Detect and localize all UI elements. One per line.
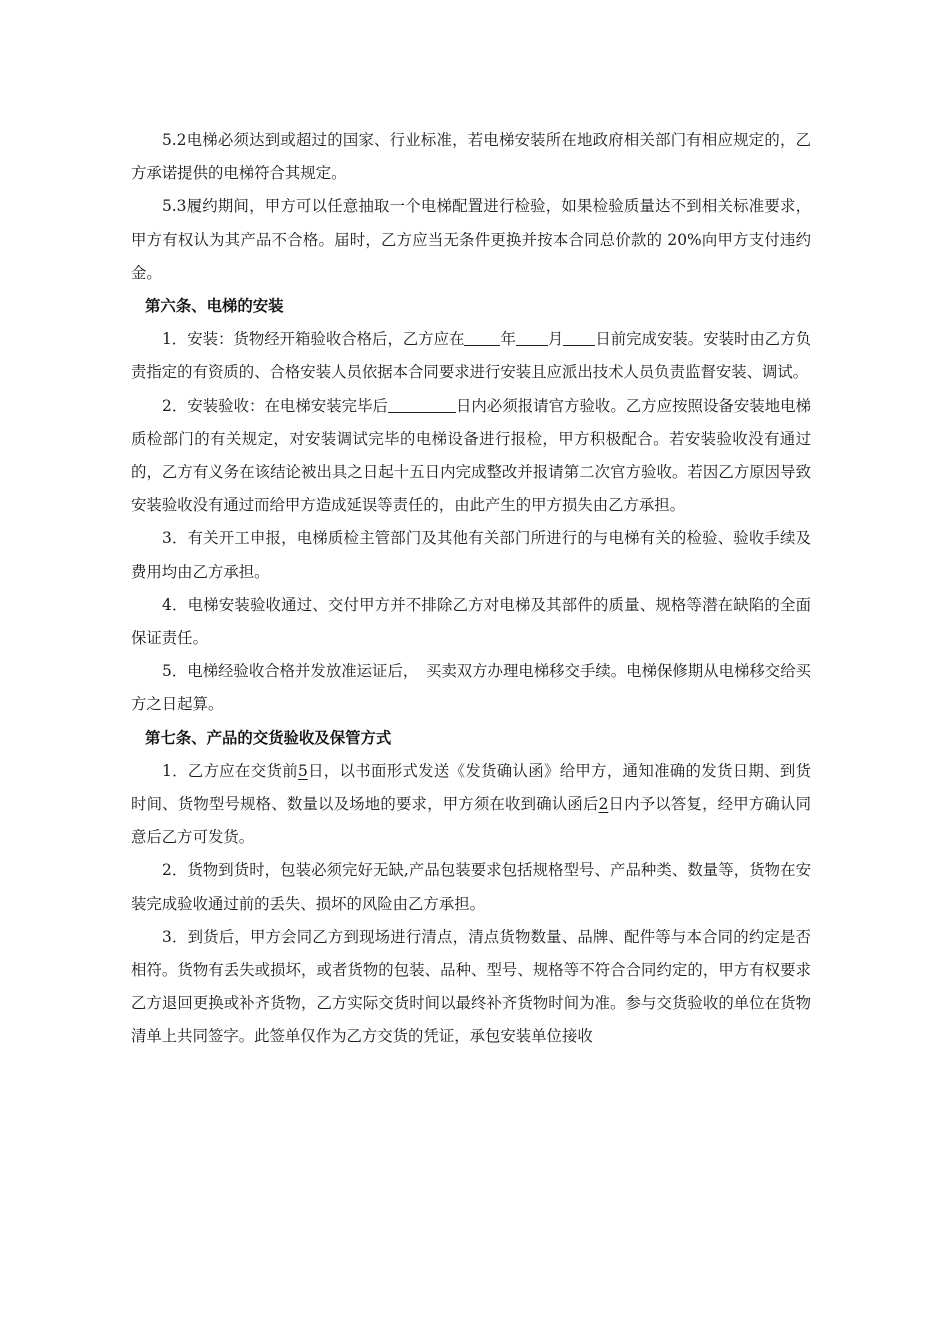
clause-6-1-year-label: 年 xyxy=(500,330,516,349)
days-blank[interactable] xyxy=(388,396,456,413)
clause-6-2-text-b: 日内必须报请官方验收。乙方应按照设备安装地电梯质检部门的有关规定，对安装调试完毕的电梯设备进行报检，甲方积极配合。若安装验收没有通过的，乙方有义务在该结论被出具之日起十五日内完成整改并报请第二次官方验收。若因乙方原因导致安装验收没有通过而给甲方造成延误等责任的，由此产生的甲方损失由乙方承担。 xyxy=(131,396,811,515)
clause-6-2 xyxy=(131,390,811,523)
clause-6-2-text-a: 2．安装验收：在电梯安装完毕后 xyxy=(162,396,388,415)
year-blank[interactable] xyxy=(464,329,500,346)
clause-6-3: 3．有关开工申报，电梯质检主管部门及其他有关部门所进行的与电梯有关的检验、验收手续及费用均由乙方承担。 xyxy=(131,529,811,581)
article-6-heading: 第六条、电梯的安装 xyxy=(145,297,284,316)
clause-6-5: 5．电梯经验收合格并发放准运证后， 买卖双方办理电梯移交手续。电梯保修期从电梯移交给买方之日起算。 xyxy=(131,662,811,714)
clause-5-2: 5.2电梯必须达到或超过的国家、行业标准，若电梯安装所在地政府相关部门有相应规定的，乙方承诺提供的电梯符合其规定。 xyxy=(131,131,811,183)
clause-6-4: 4．电梯安装验收通过、交付甲方并不排除乙方对电梯及其部件的质量、规格等潜在缺陷的全面保证责任。 xyxy=(131,595,811,648)
notice-days-value: 5 xyxy=(297,761,308,780)
reply-days-value: 2 xyxy=(598,795,609,814)
clause-7-1-text-c: 日内予以答复，经甲方确认同意后乙方可发货。 xyxy=(131,795,811,847)
clause-7-1-text-a: 1．乙方应在交货前 xyxy=(162,761,298,780)
clause-7-1 xyxy=(131,755,811,855)
clause-7-3: 3．到货后，甲方会同乙方到现场进行清点，清点货物数量、品牌、配件等与本合同的约定是否相符。货物有丢失或损坏，或者货物的包装、品种、型号、规格等不符合合同约定的，甲方有权要求乙方退回更换或补齐货物，乙方实际交货时间以最终补齐货物时间为准。参与交货验收的单位在货物清单上共同签字。此签单仅作为乙方交货的凭证，承包安装单位接收 xyxy=(131,927,811,1046)
clause-5-3: 5.3履约期间，甲方可以任意抽取一个电梯配置进行检验，如果检验质量达不到相关标准要求，甲方有权认为其产品不合格。届时，乙方应当无条件更换并按本合同总价款的 20%向甲方支付违约金。 xyxy=(131,197,811,282)
clause-7-2: 2．货物到货时，包装必须完好无缺,产品包装要求包括规格型号、产品种类、数量等，货物在安装完成验收通过前的丢失、损坏的风险由乙方承担。 xyxy=(131,861,811,913)
article-7-heading: 第七条、产品的交货验收及保管方式 xyxy=(145,728,392,747)
month-blank[interactable] xyxy=(516,329,548,346)
day-blank[interactable] xyxy=(563,329,595,346)
clause-6-1-text-d: 日前完成安装。安装时由乙方负责指定的有资质的、合格安装人员依据本合同要求进行安装且应派出技术人员负责监督安装、调试。 xyxy=(131,330,811,382)
contract-page xyxy=(131,124,811,1054)
clause-6-1-month-label: 月 xyxy=(547,330,564,349)
clause-6-1 xyxy=(131,323,811,389)
clause-7-1-text-b: 日，以书面形式发送《发货确认函》给甲方，通知准确的发货日期、到货时间、货物型号规格、数量以及场地的要求，甲方须在收到确认函后 xyxy=(131,761,811,814)
clause-6-1-text-a: 1．安装：货物经开箱验收合格后，乙方应在 xyxy=(162,330,465,349)
